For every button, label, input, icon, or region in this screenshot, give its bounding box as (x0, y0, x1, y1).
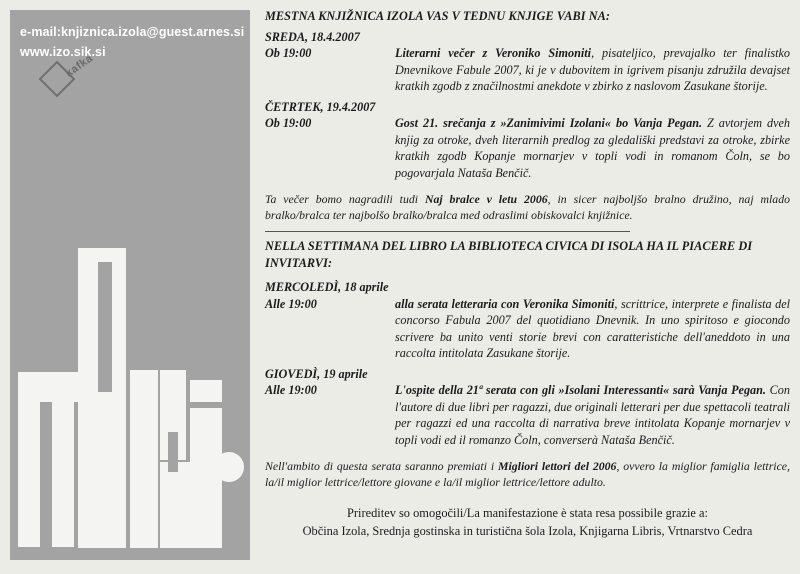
italian-event1-text (395, 296, 790, 362)
deco-i-dot (214, 452, 244, 482)
sponsors-footer (265, 504, 790, 540)
deco-k-leg (160, 462, 190, 548)
website-text: www.izo.sik.si (20, 45, 106, 59)
italian-note-bold: Migliori lettori del 2006 (498, 459, 617, 473)
invitation-content (265, 8, 790, 540)
slovenian-time2: Ob 19:00 (265, 116, 312, 130)
stamp-text: kafka (63, 52, 96, 80)
slovenian-day1: SREDA, 18.4.2007 (265, 29, 360, 44)
deco-m-cut (40, 418, 52, 498)
italian-award-note (265, 458, 790, 490)
slovenian-heading: MESTNA KNJIŽNICA IZOLA VAS V TEDNU KNJIGE VABI NA: (265, 9, 610, 23)
slovenian-award-note (265, 191, 790, 223)
slovenian-event2-desc: Z avtorjem dveh knjig za otroke, dveh literarnih predlog za gledališki predstavi za otroke, zbirke kratkih zgodb Kopanje mornarjev v topli vodi in romanom Čoln, se bo pogovarjala Nataša Benčič. (395, 116, 791, 180)
slovenian-note-post: , in sicer najboljšo bralno družino, naj mlado bralko/bralca ter najbolšo bralko/bralca med odraslimi obiskovalci knjižnice. (265, 192, 791, 222)
slovenian-day2: ČETRTEK, 19.4.2007 (265, 99, 376, 114)
slovenian-event2-title: Gost 21. srečanja z »Zanimivimi Izolani« bo Vanja Pegan. (395, 116, 703, 130)
slovenian-note-bold: Naj bralce v letu 2006 (424, 192, 548, 206)
slovenian-event2 (265, 115, 790, 181)
library-stamp (36, 30, 136, 90)
slovenian-note-pre: Ta večer bomo nagradili tudi (265, 192, 425, 206)
italian-event2-desc: Con l'autore di due libri per ragazzi, due originali letterari per due spettacoli teatrali per ragazzi ed una raccolta di narrativa breve intitolata Kopanje mornarjev v topli vodi ed il romanzo Čoln, converserà Nataša Benčič. (395, 383, 790, 447)
italian-event2-text (395, 382, 790, 448)
section-divider (265, 231, 630, 232)
slovenian-event1-text (395, 45, 790, 95)
slovenian-event2-text (395, 115, 790, 181)
italian-event1-title: alla serata letteraria con Veronika Simoniti (395, 296, 615, 311)
slovenian-event1-desc: , pisateljico, prevajalko ter finalistko Dnevnikove Fabule 2007, ki je v dubovitem in igrivem pisanju združila devajset kratkih zgodb z značilnostmi anekdote v zbirko z naslovom Zasukane štorije. (395, 46, 791, 93)
sponsors-intro: Prireditev so omogočili/La manifestazione è stata resa possibile grazie a: (347, 506, 708, 520)
deco-i-stem (190, 408, 222, 548)
deco-k-notch (168, 432, 178, 472)
sponsors-list: Občina Izola, Srednja gostinska in turistična šola Izola, Knjigarna Libris, Vrtnarstvo Cedra (302, 524, 753, 538)
italian-day2: GIOVEDÌ, 19 aprile (265, 366, 368, 381)
italian-event1-desc: , scrittrice, interprete e finalista del concorso Fabula 2007 del quotidiano Dnevnik. In uno spiritoso e giocondo scrivere ba unito venti storie brevi con caratteristiche dell'aneddoto in una raccolta intitolata Zasukane štorije. (395, 296, 790, 360)
italian-heading: NELLA SETTIMANA DEL LIBRO LA BIBLIOTECA CIVICA DI ISOLA HA IL PIACERE DI INVITARVI: (265, 239, 753, 270)
italian-event1 (265, 296, 790, 362)
italian-note-post: , ovvero la miglior famiglia lettrice, la/il miglior lettrice/lettore giovane e la/il miglior lettrice/lettore adulto. (265, 459, 790, 489)
slovenian-event1-title: Literarni večer z Veroniko Simoniti (395, 46, 592, 60)
italian-note-pre: Nell'ambito di questa serata saranno premiati i (265, 459, 498, 473)
slovenian-event1 (265, 45, 790, 95)
italian-time1: Alle 19:00 (265, 296, 317, 311)
email-text: e-mail:knjiznica.izola@guest.arnes.si (20, 25, 245, 39)
italian-event2 (265, 382, 790, 448)
italian-day1: MERCOLEDÌ, 18 aprile (265, 280, 389, 294)
deco-m-mid (52, 402, 74, 547)
italian-event2-title: L'ospite della 21ª serata con gli »Isolani Interessanti« sarà Vanja Pegan. (395, 383, 766, 397)
deco-k-stem (130, 370, 158, 548)
italian-time2: Alle 19:00 (265, 383, 317, 397)
slovenian-time1: Ob 19:00 (265, 46, 312, 60)
deco-tall-gap (98, 262, 112, 392)
deco-i-top (190, 380, 222, 402)
